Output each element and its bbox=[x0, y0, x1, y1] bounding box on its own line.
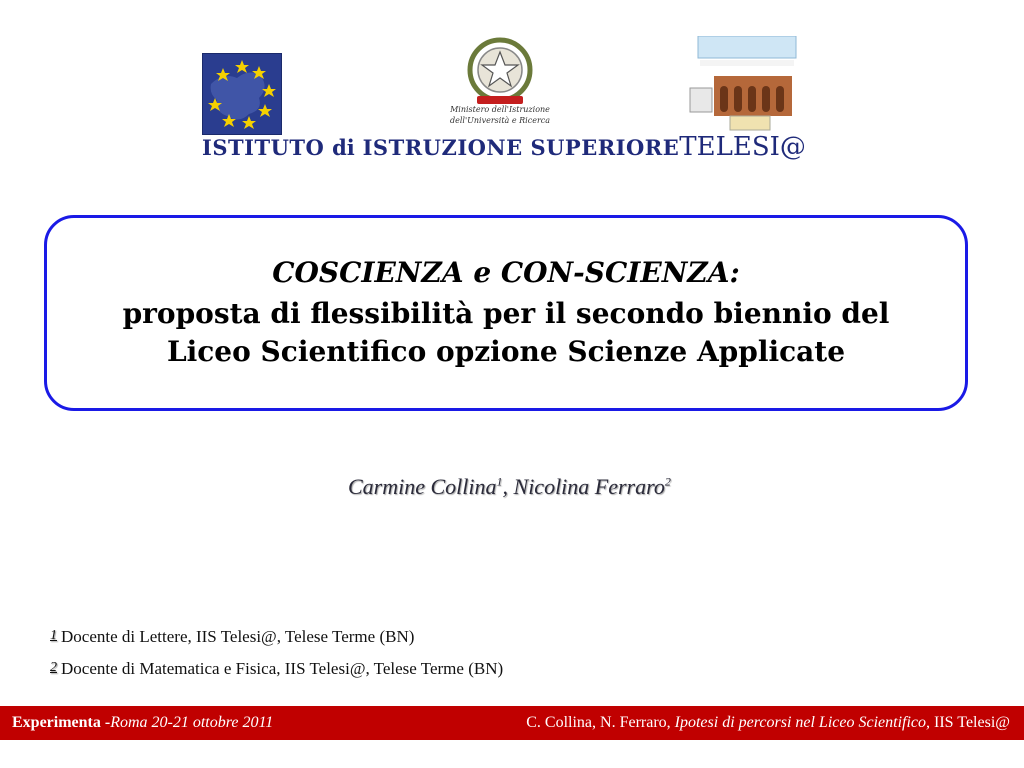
ministry-caption-line2: dell'Università e Ricerca bbox=[449, 116, 551, 125]
author-1: Carmine Collina bbox=[348, 474, 497, 499]
footnote-2-text: Docente di Matematica e Fisica, IIS Telesi@, Telese Terme (BN) bbox=[61, 659, 504, 678]
institute-name bbox=[202, 132, 822, 164]
footnote-2-number: 2 bbox=[50, 660, 57, 675]
telesia-school-logo-icon bbox=[684, 36, 799, 136]
author-2: Nicolina Ferraro bbox=[513, 474, 665, 499]
footnote-1 bbox=[50, 627, 414, 647]
footer-topic: Ipotesi di percorsi nel Liceo Scientifico, bbox=[674, 714, 931, 731]
footnote-2 bbox=[50, 659, 503, 679]
author-1-sup: 1 bbox=[496, 474, 503, 489]
footer-event: Experimenta - bbox=[12, 714, 111, 731]
title-box bbox=[44, 215, 968, 411]
institute-name-part1: ISTITUTO bbox=[202, 135, 333, 160]
institute-name-di: di bbox=[332, 135, 355, 160]
institute-brand: TELESI@ bbox=[679, 132, 806, 162]
ministry-caption bbox=[430, 104, 570, 126]
ministry-caption-line1: Ministero dell'Istruzione bbox=[450, 105, 550, 114]
title-line-2: proposta di flessibilità per il secondo biennio del bbox=[122, 296, 890, 330]
footer-right bbox=[526, 714, 1010, 732]
footer-date: Roma 20-21 ottobre 2011 bbox=[110, 714, 274, 731]
institute-name-part2: ISTRUZIONE SUPERIORE bbox=[354, 135, 680, 160]
author-separator: , bbox=[502, 474, 514, 499]
title-line-1: COSCIENZA e CON-SCIENZA: bbox=[272, 255, 740, 289]
header-logos bbox=[0, 0, 1024, 175]
footer-bar bbox=[0, 706, 1024, 740]
footer-authors: C. Collina, N. Ferraro, bbox=[526, 714, 675, 731]
title-line-3: Liceo Scientifico opzione Scienze Applicate bbox=[166, 334, 846, 368]
footnote-1-text: Docente di Lettere, IIS Telesi@, Telese Terme (BN) bbox=[61, 627, 415, 646]
footer-left bbox=[12, 714, 273, 732]
footnote-1-number: 1 bbox=[50, 628, 57, 643]
authors bbox=[348, 474, 768, 500]
author-2-sup: 2 bbox=[664, 474, 671, 489]
footer-school: IIS Telesi@ bbox=[930, 714, 1010, 731]
eu-flag-icon bbox=[202, 53, 282, 135]
